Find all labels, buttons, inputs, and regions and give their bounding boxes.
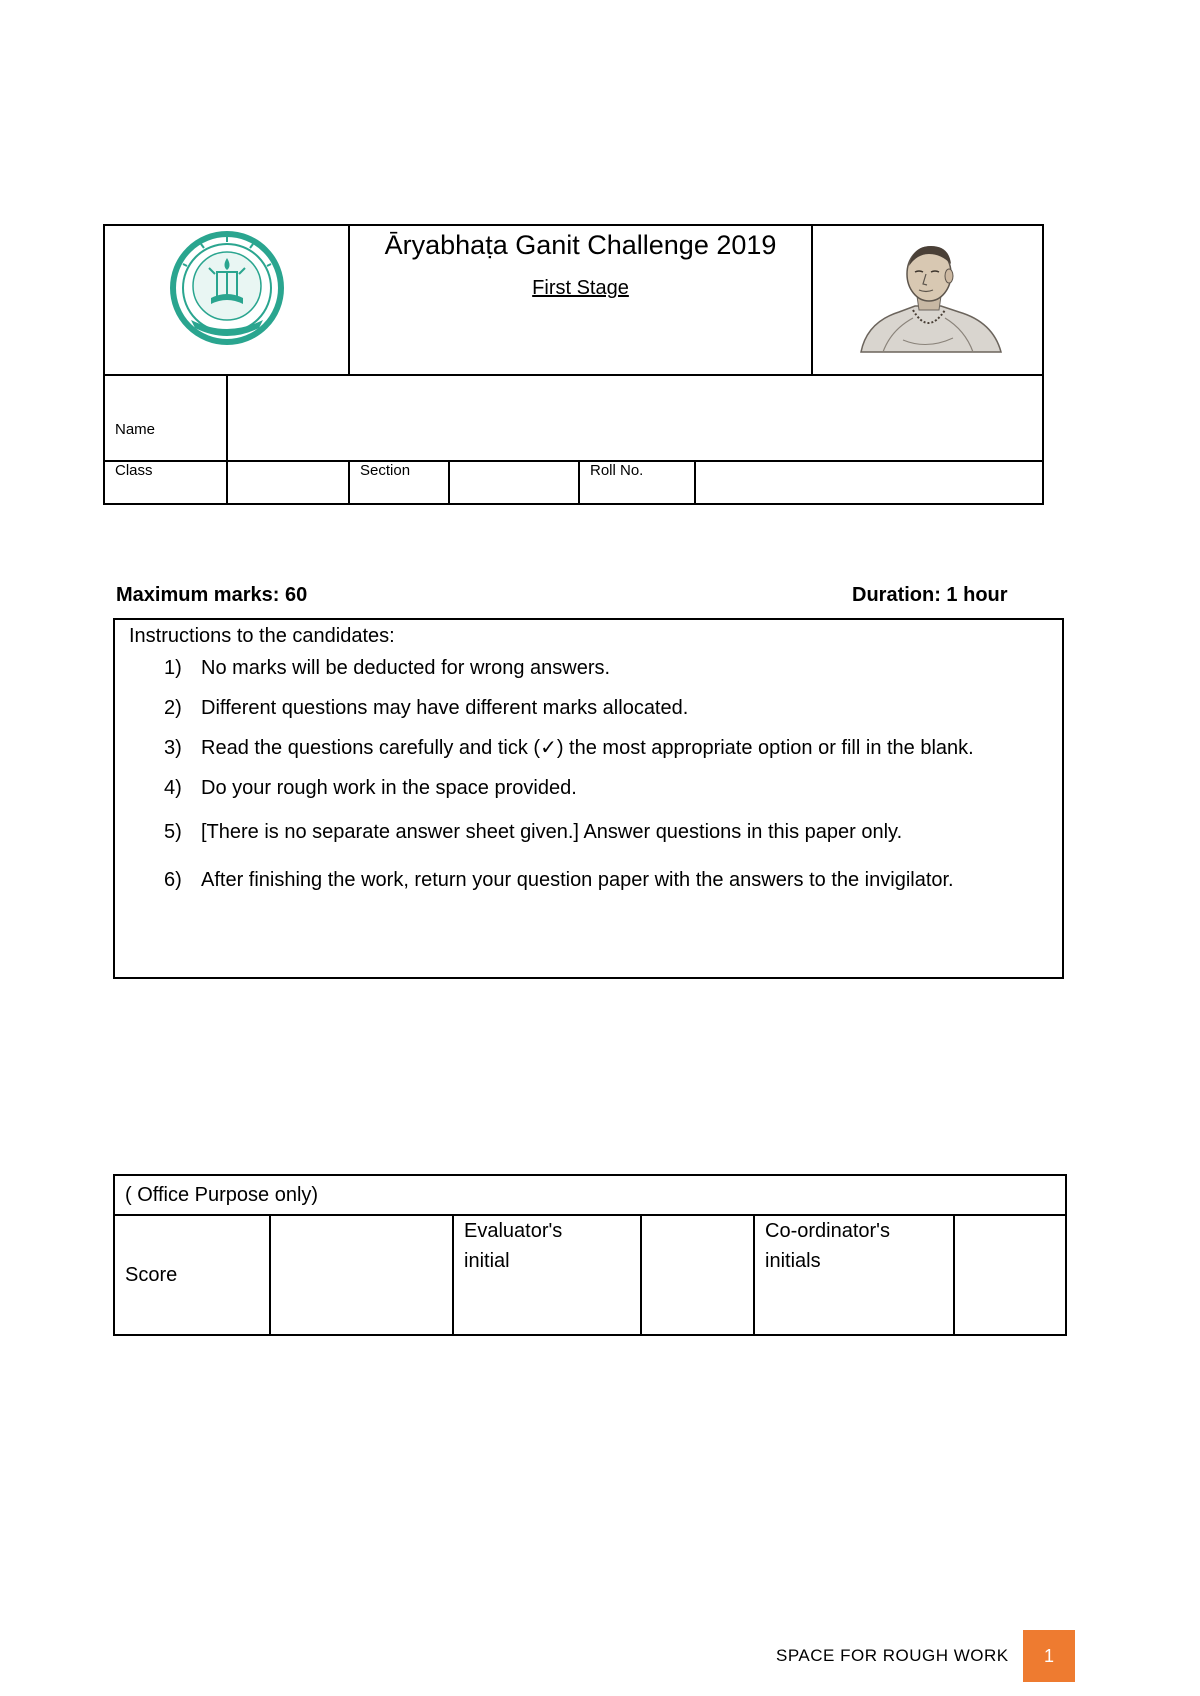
class-field[interactable] [227,461,349,504]
rough-work-footer: SPACE FOR ROUGH WORK [776,1646,1009,1665]
paper-subtitle: First Stage [532,277,629,299]
instructions-box [113,618,1064,979]
score-field[interactable] [270,1215,453,1335]
instruction-number: 1) [164,657,182,679]
instruction-text: Read the questions carefully and tick (✓) the most appropriate option or fill in the blank. [201,737,974,759]
section-label: Section [360,462,411,479]
instruction-number: 5) [164,821,182,843]
instructions-intro: Instructions to the candidates: [129,625,395,647]
instruction-item [129,728,991,768]
instruction-item [129,768,1062,808]
name-label: Name [115,421,156,438]
instruction-number: 3) [164,737,182,759]
instruction-number: 4) [164,777,182,799]
logo-cell [104,225,349,375]
office-heading: ( Office Purpose only) [125,1183,319,1206]
evaluator-label: Evaluator's [464,1220,563,1242]
instruction-number: 2) [164,697,182,719]
max-marks: Maximum marks: 60 [116,584,308,606]
instruction-text: Do your rough work in the space provided. [201,777,577,799]
instruction-item [129,812,1062,852]
office-table [113,1174,1067,1336]
instruction-text: [There is no separate answer sheet given.] Answer questions in this paper only. [201,821,903,843]
section-label-cell [349,461,449,504]
class-label: Class [115,462,153,479]
roll-label-cell [579,461,695,504]
page-number: 1 [1023,1630,1075,1682]
coordinator-label-initials: initials [765,1250,821,1272]
instruction-item [129,688,1062,728]
roll-label: Roll No. [590,462,644,479]
title-cell [349,225,812,375]
evaluator-label-cell [453,1215,641,1335]
instruction-text: Different questions may have different marks allocated. [201,697,689,719]
roll-field[interactable] [695,461,1043,504]
coordinator-label-cell [754,1215,954,1335]
score-label-cell [114,1215,270,1335]
instruction-text: After finishing the work, return your question paper with the answers to the invigilator. [201,869,954,891]
evaluator-label-initial: initial [464,1250,510,1272]
cbse-emblem-icon [167,228,287,348]
coordinator-field[interactable] [954,1215,1066,1335]
portrait-cell [812,225,1043,375]
duration: Duration: 1 hour [852,584,1008,606]
aryabhata-portrait-icon [843,240,1013,355]
instructions-list [129,648,1062,900]
paper-title: Āryabhaṭa Ganit Challenge 2019 [384,230,777,260]
instruction-text: No marks will be deducted for wrong answers. [201,657,611,679]
name-label-cell [104,375,227,461]
score-label: Score [125,1263,178,1286]
section-field[interactable] [449,461,579,504]
coordinator-label: Co-ordinator's [765,1220,890,1242]
header-table [103,224,1044,505]
name-field[interactable] [227,375,1043,461]
instruction-number: 6) [164,869,182,891]
evaluator-field[interactable] [641,1215,754,1335]
class-label-cell [104,461,227,504]
instruction-item [129,860,1062,900]
instruction-item [129,648,1062,688]
office-heading-cell [114,1175,1066,1215]
